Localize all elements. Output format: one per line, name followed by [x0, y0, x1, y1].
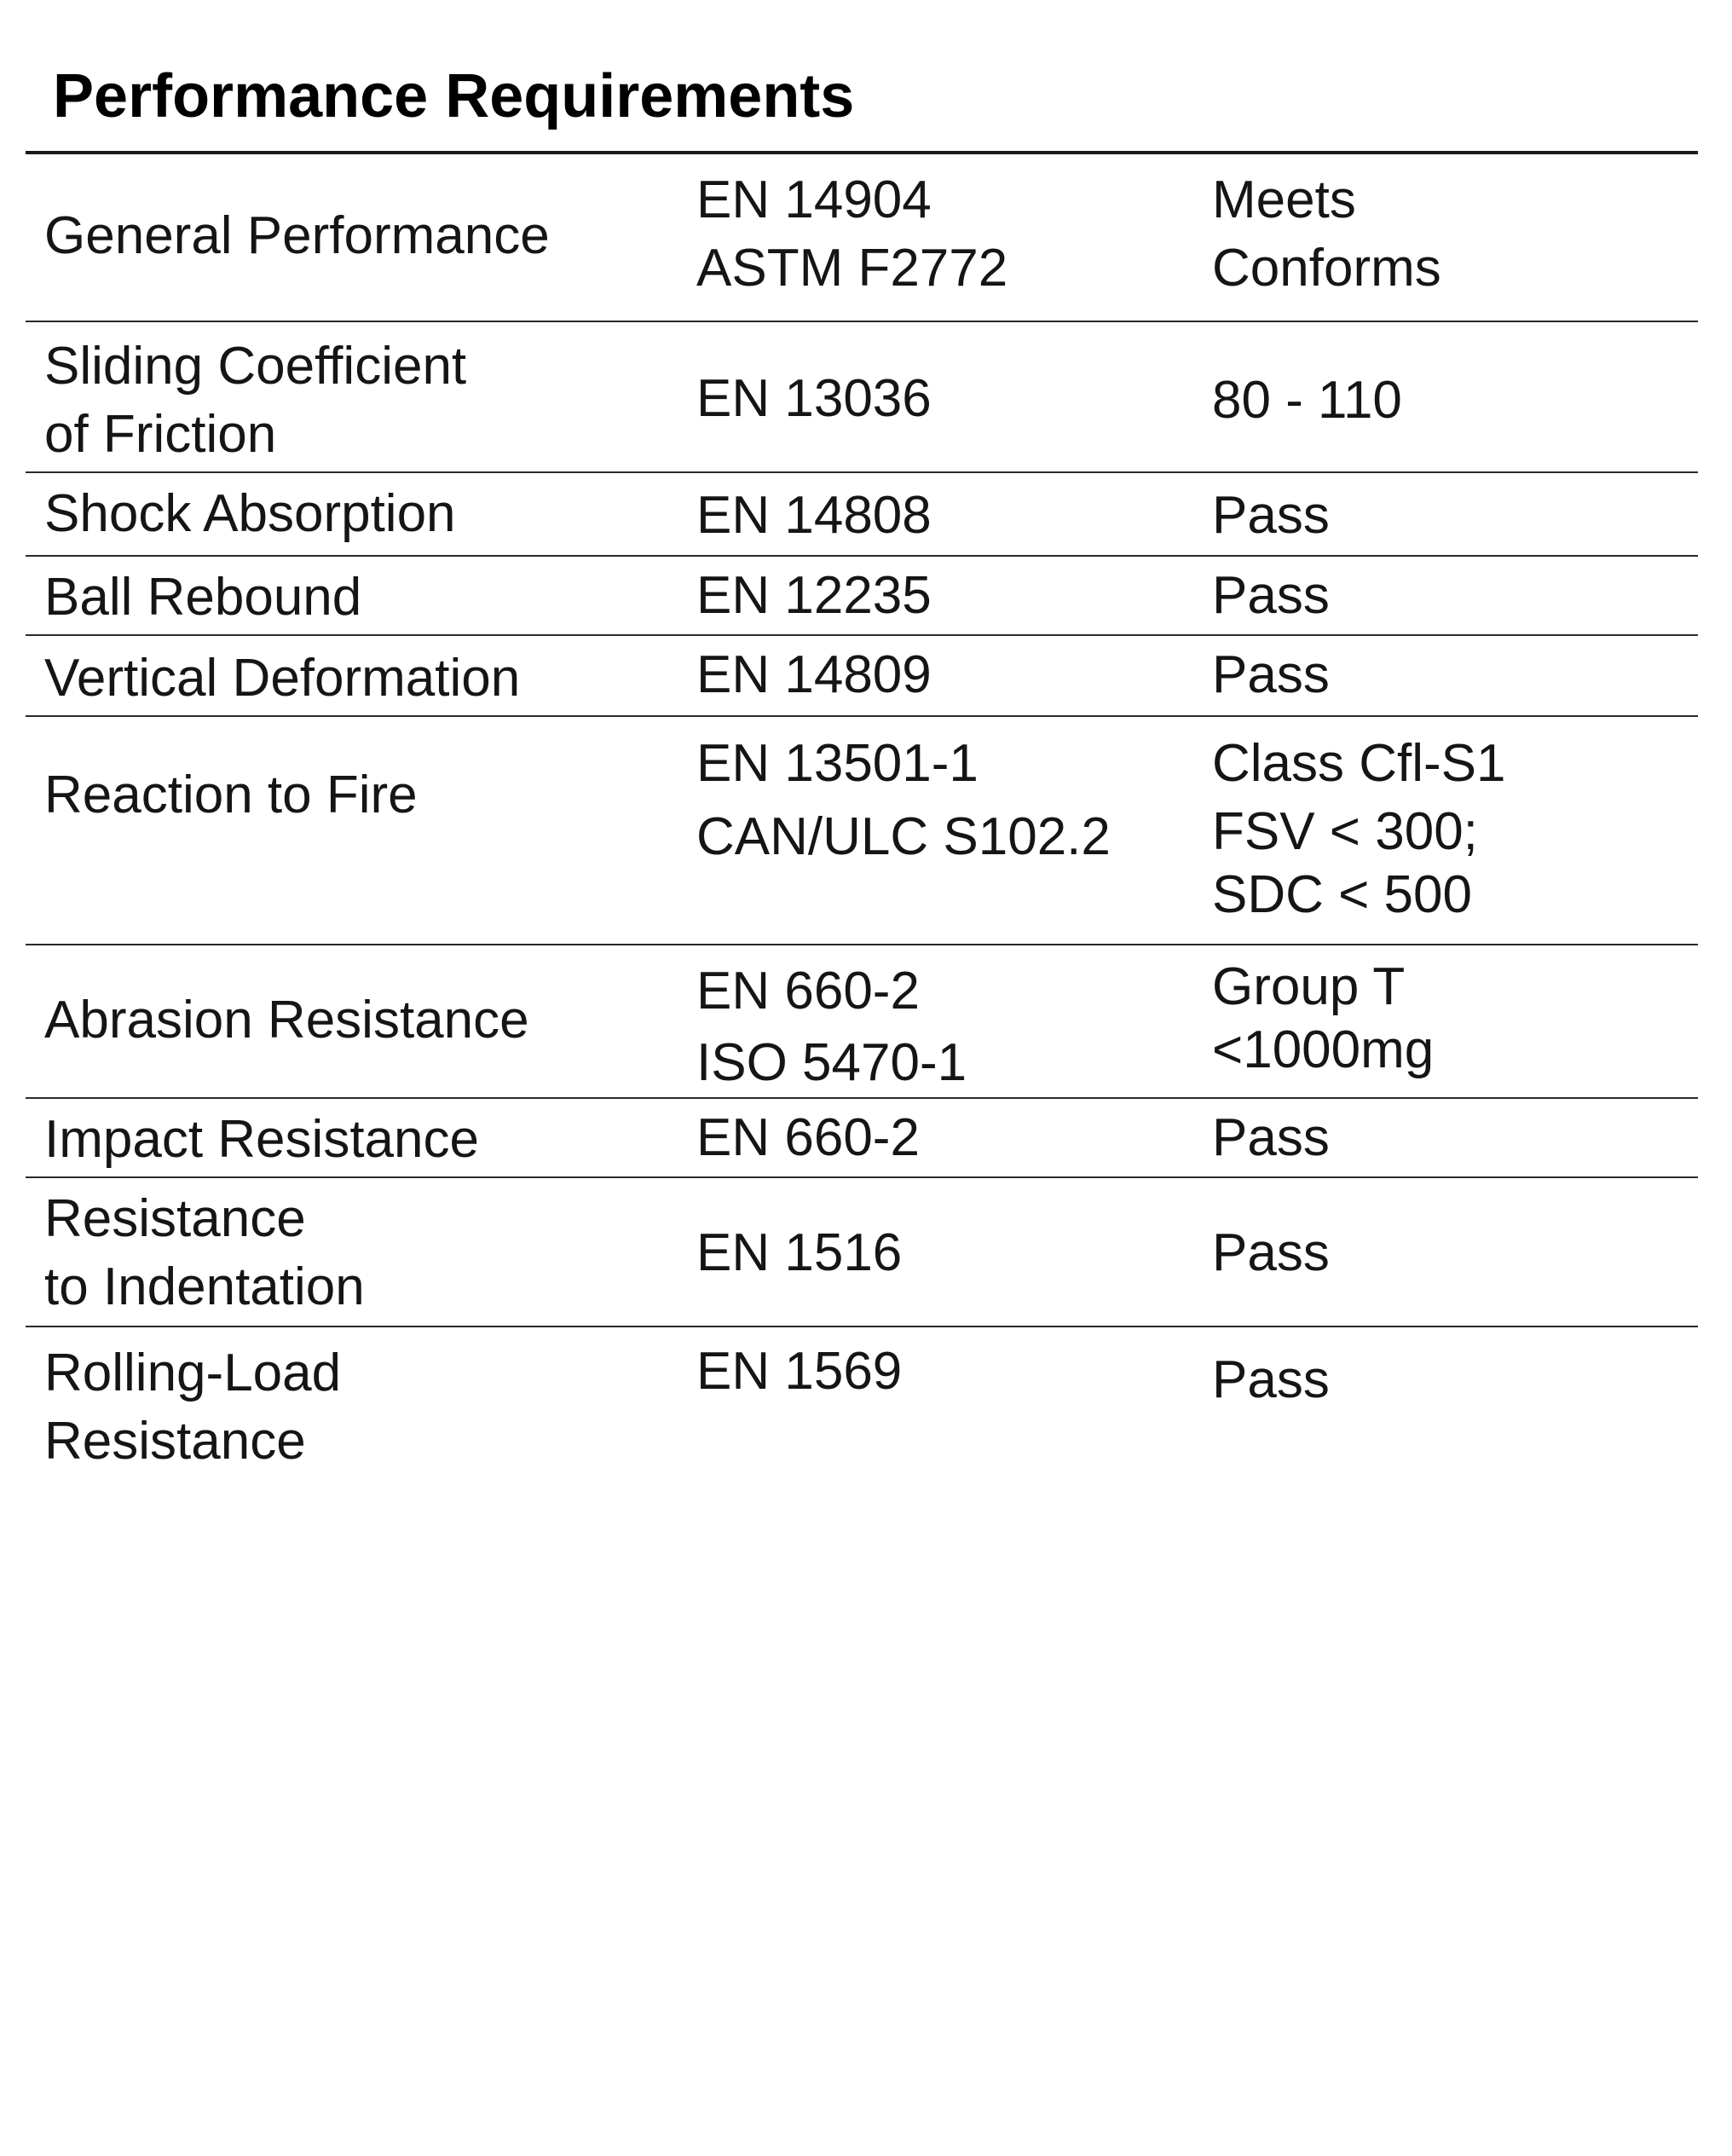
- result-cell: [1212, 367, 1402, 435]
- property-text: Shock Absorption: [44, 484, 456, 543]
- result-cell: [1212, 1219, 1330, 1287]
- result-text: Pass: [1212, 1223, 1330, 1282]
- standard-text: EN 14809: [696, 645, 932, 704]
- property-cell: [44, 644, 520, 713]
- property-cell: [44, 202, 550, 270]
- property-text: Reaction to Fire: [44, 766, 418, 824]
- standard-text: EN 1569: [696, 1342, 903, 1401]
- property-text: Abrasion Resistance: [44, 991, 529, 1049]
- property-cell: [44, 564, 361, 632]
- standard-text: EN 13501-1: [696, 734, 979, 793]
- property-text: Vertical Deformation: [44, 649, 521, 708]
- property-cell: [44, 986, 529, 1055]
- result-cell: [1212, 1104, 1330, 1172]
- table-row: [26, 1178, 1698, 1327]
- result-cell: [1212, 956, 1434, 1082]
- result-cell: [1212, 482, 1330, 550]
- standard-text: ISO 5470-1: [696, 1033, 967, 1092]
- standard-cell: [696, 562, 932, 630]
- result-cell: [1212, 641, 1330, 709]
- property-text: Rolling-Load: [44, 1344, 342, 1402]
- property-cell: [44, 1339, 341, 1476]
- page-title: Performance Requirements: [53, 62, 855, 130]
- table-row: [26, 1327, 1698, 1498]
- standard-cell: [696, 365, 932, 433]
- table-row: [26, 945, 1698, 1099]
- table-row: [26, 322, 1698, 473]
- result-cell: [1212, 166, 1441, 303]
- property-cell: [44, 1106, 479, 1174]
- property-cell: [44, 332, 466, 469]
- result-text: Class Cfl-S1: [1212, 734, 1506, 793]
- standard-cell: [696, 727, 1111, 874]
- result-cell: [1212, 1346, 1330, 1414]
- property-text: General Performance: [44, 206, 550, 265]
- standard-text: EN 12235: [696, 566, 932, 625]
- standard-text: EN 14808: [696, 486, 932, 545]
- result-text: <1000mg: [1212, 1020, 1435, 1079]
- table-row: [26, 473, 1698, 557]
- property-text: Sliding Coefficient: [44, 337, 467, 396]
- table-row: [26, 717, 1698, 945]
- standard-cell: [696, 166, 1007, 303]
- performance-table: [26, 154, 1698, 1498]
- property-text: Resistance: [44, 1412, 306, 1471]
- result-text: 80 - 110: [1212, 371, 1402, 430]
- property-cell: [44, 761, 418, 829]
- standard-cell: [696, 1338, 902, 1406]
- property-text: to Indentation: [44, 1257, 365, 1316]
- table-row: [26, 636, 1698, 717]
- result-text: Pass: [1212, 1108, 1330, 1167]
- result-cell: [1212, 727, 1506, 927]
- standard-cell: [696, 1104, 920, 1172]
- result-text: Pass: [1212, 1350, 1330, 1409]
- property-cell: [44, 1185, 365, 1321]
- property-cell: [44, 480, 456, 548]
- result-text: Pass: [1212, 645, 1330, 704]
- standard-text: CAN/ULC S102.2: [696, 807, 1111, 866]
- standard-text: EN 660-2: [696, 962, 920, 1020]
- result-text: Conforms: [1212, 239, 1441, 298]
- table-row: [26, 557, 1698, 636]
- standard-text: EN 660-2: [696, 1108, 920, 1167]
- property-text: of Friction: [44, 405, 277, 464]
- standard-cell: [696, 641, 932, 709]
- result-text: SDC < 500: [1212, 865, 1473, 924]
- standard-cell: [696, 956, 967, 1099]
- standard-cell: [696, 1219, 902, 1287]
- result-text: Pass: [1212, 566, 1330, 625]
- result-text: Meets: [1212, 171, 1356, 229]
- standard-text: EN 1516: [696, 1223, 903, 1282]
- result-text: Group T: [1212, 957, 1406, 1016]
- property-text: Resistance: [44, 1189, 306, 1248]
- result-text: Pass: [1212, 486, 1330, 545]
- table-row: [26, 154, 1698, 322]
- result-cell: [1212, 562, 1330, 630]
- standard-text: EN 13036: [696, 369, 932, 428]
- standard-text: ASTM F2772: [696, 239, 1008, 298]
- property-text: Ball Rebound: [44, 568, 362, 627]
- standard-text: EN 14904: [696, 171, 932, 229]
- standard-cell: [696, 482, 932, 550]
- result-text: FSV < 300;: [1212, 802, 1478, 861]
- table-row: [26, 1099, 1698, 1178]
- property-text: Impact Resistance: [44, 1110, 479, 1169]
